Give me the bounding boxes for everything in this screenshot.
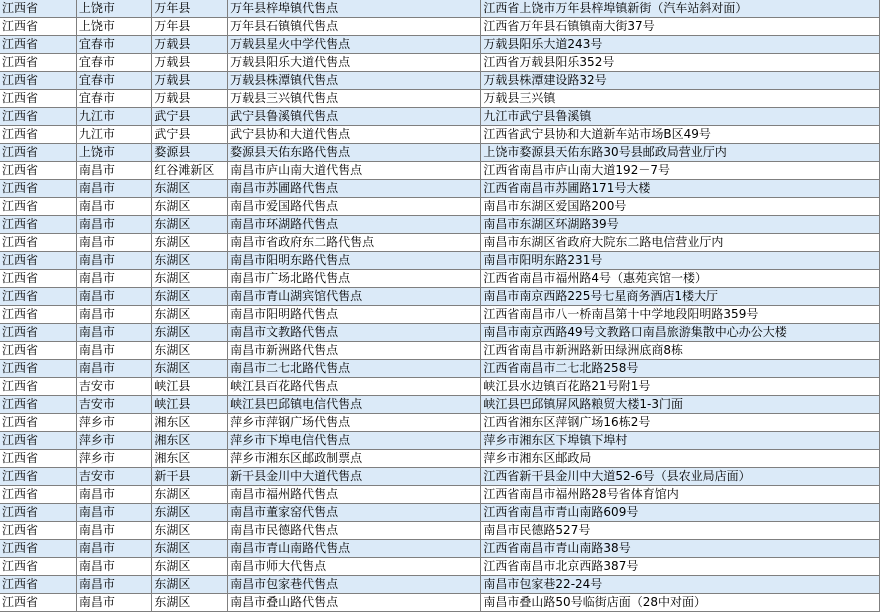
district-cell[interactable]: 东湖区 xyxy=(152,252,228,270)
table-row xyxy=(0,324,880,342)
address-cell[interactable]: 南昌市东湖区爱国路200号 xyxy=(481,198,880,216)
province-cell[interactable]: 江西省 xyxy=(0,270,76,288)
table-row xyxy=(0,558,880,576)
address-cell[interactable]: 江西省南昌市青山南路609号 xyxy=(481,504,880,522)
outlet-name-cell[interactable]: 南昌市青山湖宾馆代售点 xyxy=(228,288,481,306)
table-row xyxy=(0,198,880,216)
district-cell[interactable]: 东湖区 xyxy=(152,198,228,216)
address-cell[interactable]: 南昌市南京西路225号七星商务酒店1楼大厅 xyxy=(481,288,880,306)
table-row xyxy=(0,144,880,162)
district-cell[interactable]: 红谷滩新区 xyxy=(152,162,228,180)
district-cell[interactable]: 东湖区 xyxy=(152,360,228,378)
city-cell[interactable]: 萍乡市 xyxy=(76,432,151,450)
outlet-name-cell[interactable]: 峡江县巴邱镇电信代售点 xyxy=(228,396,481,414)
district-cell[interactable]: 湘东区 xyxy=(152,432,228,450)
table-row xyxy=(0,504,880,522)
address-cell[interactable]: 万载县三兴镇 xyxy=(481,90,880,108)
table-row xyxy=(0,306,880,324)
province-cell[interactable]: 江西省 xyxy=(0,558,76,576)
address-cell[interactable]: 江西省武宁县协和大道新车站市场B区49号 xyxy=(481,126,880,144)
province-cell[interactable]: 江西省 xyxy=(0,108,76,126)
district-cell[interactable]: 东湖区 xyxy=(152,342,228,360)
table-row xyxy=(0,360,880,378)
province-cell[interactable]: 江西省 xyxy=(0,198,76,216)
city-cell[interactable]: 南昌市 xyxy=(76,162,151,180)
province-cell[interactable]: 江西省 xyxy=(0,414,76,432)
city-cell[interactable]: 南昌市 xyxy=(76,486,151,504)
address-cell[interactable]: 南昌市南京西路49号文教路口南昌旅游集散中心办公大楼 xyxy=(481,324,880,342)
province-cell[interactable]: 江西省 xyxy=(0,540,76,558)
province-cell[interactable]: 江西省 xyxy=(0,306,76,324)
province-cell[interactable]: 江西省 xyxy=(0,54,76,72)
address-cell[interactable]: 江西省南昌市福州路4号（惠苑宾馆一楼） xyxy=(481,270,880,288)
table-row xyxy=(0,432,880,450)
city-cell[interactable]: 上饶市 xyxy=(76,144,151,162)
district-cell[interactable]: 东湖区 xyxy=(152,216,228,234)
outlet-name-cell[interactable]: 南昌市福州路代售点 xyxy=(228,486,481,504)
province-cell[interactable]: 江西省 xyxy=(0,576,76,594)
city-cell[interactable]: 南昌市 xyxy=(76,198,151,216)
outlet-name-cell[interactable]: 南昌市苏圃路代售点 xyxy=(228,180,481,198)
province-cell[interactable]: 江西省 xyxy=(0,594,76,612)
table-row xyxy=(0,54,880,72)
province-cell[interactable]: 江西省 xyxy=(0,72,76,90)
table-row xyxy=(0,36,880,54)
province-cell[interactable]: 江西省 xyxy=(0,450,76,468)
city-cell[interactable]: 南昌市 xyxy=(76,216,151,234)
address-cell[interactable]: 万载县株潭建设路32号 xyxy=(481,72,880,90)
city-cell[interactable]: 南昌市 xyxy=(76,324,151,342)
city-cell[interactable]: 宜春市 xyxy=(76,72,151,90)
province-cell[interactable]: 江西省 xyxy=(0,468,76,486)
province-cell[interactable]: 江西省 xyxy=(0,504,76,522)
district-cell[interactable]: 湘东区 xyxy=(152,414,228,432)
address-cell[interactable]: 上饶市婺源县天佑东路30号县邮政局营业厅内 xyxy=(481,144,880,162)
district-cell[interactable]: 东湖区 xyxy=(152,324,228,342)
district-cell[interactable]: 东湖区 xyxy=(152,522,228,540)
outlet-name-cell[interactable]: 萍乡市下埠电信代售点 xyxy=(228,432,481,450)
table-row xyxy=(0,270,880,288)
address-cell[interactable]: 萍乡市湘东区下埠镇下埠村 xyxy=(481,432,880,450)
city-cell[interactable]: 南昌市 xyxy=(76,342,151,360)
city-cell[interactable]: 宜春市 xyxy=(76,36,151,54)
district-cell[interactable]: 东湖区 xyxy=(152,504,228,522)
province-cell[interactable]: 江西省 xyxy=(0,18,76,36)
address-cell[interactable]: 江西省湘东区萍钢广场16栋2号 xyxy=(481,414,880,432)
table-row xyxy=(0,468,880,486)
address-cell[interactable]: 江西省南昌市青山南路38号 xyxy=(481,540,880,558)
city-cell[interactable]: 九江市 xyxy=(76,108,151,126)
province-cell[interactable]: 江西省 xyxy=(0,234,76,252)
district-cell[interactable]: 东湖区 xyxy=(152,558,228,576)
district-cell[interactable]: 武宁县 xyxy=(152,126,228,144)
district-cell[interactable]: 峡江县 xyxy=(152,378,228,396)
outlet-name-cell[interactable]: 南昌市新洲路代售点 xyxy=(228,342,481,360)
address-cell[interactable]: 峡江县巴邱镇屏风路粮贸大楼1-3门面 xyxy=(481,396,880,414)
district-cell[interactable]: 东湖区 xyxy=(152,540,228,558)
outlet-name-cell[interactable]: 南昌市省政府东二路代售点 xyxy=(228,234,481,252)
district-cell[interactable]: 东湖区 xyxy=(152,594,228,612)
city-cell[interactable]: 萍乡市 xyxy=(76,450,151,468)
outlet-name-cell[interactable]: 南昌市环湖路代售点 xyxy=(228,216,481,234)
address-cell[interactable]: 九江市武宁县鲁溪镇 xyxy=(481,108,880,126)
outlet-name-cell[interactable]: 南昌市文教路代售点 xyxy=(228,324,481,342)
district-cell[interactable]: 武宁县 xyxy=(152,108,228,126)
city-cell[interactable]: 南昌市 xyxy=(76,576,151,594)
address-cell[interactable]: 江西省万年县石镇镇南大街37号 xyxy=(481,18,880,36)
city-cell[interactable]: 九江市 xyxy=(76,126,151,144)
address-cell[interactable]: 江西省上饶市万年县梓埠镇新街（汽车站斜对面） xyxy=(481,0,880,18)
outlet-name-cell[interactable]: 南昌市庐山南大道代售点 xyxy=(228,162,481,180)
district-cell[interactable]: 万年县 xyxy=(152,18,228,36)
outlet-name-cell[interactable]: 万年县梓埠镇代售点 xyxy=(228,0,481,18)
table-row xyxy=(0,288,880,306)
table-row xyxy=(0,396,880,414)
address-cell[interactable]: 南昌市东湖区环湖路39号 xyxy=(481,216,880,234)
address-cell[interactable]: 萍乡市湘东区邮政局 xyxy=(481,450,880,468)
district-cell[interactable]: 东湖区 xyxy=(152,270,228,288)
province-cell[interactable]: 江西省 xyxy=(0,180,76,198)
table-row xyxy=(0,126,880,144)
address-cell[interactable]: 南昌市叠山路50号临街店面（28中对面） xyxy=(481,594,880,612)
table-row xyxy=(0,594,880,612)
city-cell[interactable]: 宜春市 xyxy=(76,54,151,72)
outlet-name-cell[interactable]: 万载县阳乐大道代售点 xyxy=(228,54,481,72)
city-cell[interactable]: 南昌市 xyxy=(76,270,151,288)
province-cell[interactable]: 江西省 xyxy=(0,432,76,450)
address-cell[interactable]: 南昌市东湖区省政府大院东二路电信营业厅内 xyxy=(481,234,880,252)
district-cell[interactable]: 婺源县 xyxy=(152,144,228,162)
address-cell[interactable]: 万载县阳乐大道243号 xyxy=(481,36,880,54)
address-cell[interactable]: 南昌市民德路527号 xyxy=(481,522,880,540)
table-row xyxy=(0,90,880,108)
address-cell[interactable]: 峡江县水边镇百花路21号附1号 xyxy=(481,378,880,396)
outlet-name-cell[interactable]: 万载县株潭镇代售点 xyxy=(228,72,481,90)
city-cell[interactable]: 宜春市 xyxy=(76,90,151,108)
district-cell[interactable]: 万载县 xyxy=(152,90,228,108)
district-cell[interactable]: 东湖区 xyxy=(152,576,228,594)
outlet-name-cell[interactable]: 南昌市阳明东路代售点 xyxy=(228,252,481,270)
province-cell[interactable]: 江西省 xyxy=(0,342,76,360)
province-cell[interactable]: 江西省 xyxy=(0,36,76,54)
province-cell[interactable]: 江西省 xyxy=(0,216,76,234)
city-cell[interactable]: 吉安市 xyxy=(76,396,151,414)
table-row xyxy=(0,216,880,234)
address-cell[interactable]: 江西省南昌市二七北路258号 xyxy=(481,360,880,378)
address-cell[interactable]: 江西省新干县金川中大道52-6号（县农业局店面） xyxy=(481,468,880,486)
province-cell[interactable]: 江西省 xyxy=(0,378,76,396)
table-row xyxy=(0,0,880,18)
outlet-name-cell[interactable]: 南昌市董家窑代售点 xyxy=(228,504,481,522)
outlet-name-cell[interactable]: 南昌市二七北路代售点 xyxy=(228,360,481,378)
outlet-name-cell[interactable]: 新干县金川中大道代售点 xyxy=(228,468,481,486)
table-row xyxy=(0,234,880,252)
district-cell[interactable]: 东湖区 xyxy=(152,486,228,504)
table-row xyxy=(0,180,880,198)
city-cell[interactable]: 南昌市 xyxy=(76,522,151,540)
district-cell[interactable]: 新干县 xyxy=(152,468,228,486)
city-cell[interactable]: 萍乡市 xyxy=(76,414,151,432)
outlet-name-cell[interactable]: 南昌市爱国路代售点 xyxy=(228,198,481,216)
district-cell[interactable]: 万年县 xyxy=(152,0,228,18)
address-cell[interactable]: 江西省南昌市北京西路387号 xyxy=(481,558,880,576)
address-cell[interactable]: 江西省南昌市八一桥南昌第十中学地段阳明路359号 xyxy=(481,306,880,324)
address-cell[interactable]: 南昌市包家巷22-24号 xyxy=(481,576,880,594)
district-cell[interactable]: 峡江县 xyxy=(152,396,228,414)
province-cell[interactable]: 江西省 xyxy=(0,126,76,144)
district-cell[interactable]: 东湖区 xyxy=(152,288,228,306)
address-cell[interactable]: 江西省南昌市庐山南大道192－7号 xyxy=(481,162,880,180)
district-cell[interactable]: 东湖区 xyxy=(152,180,228,198)
province-cell[interactable]: 江西省 xyxy=(0,360,76,378)
address-cell[interactable]: 江西省南昌市福州路28号省体育馆内 xyxy=(481,486,880,504)
district-cell[interactable]: 东湖区 xyxy=(152,234,228,252)
address-cell[interactable]: 江西省万载县阳乐352号 xyxy=(481,54,880,72)
city-cell[interactable]: 吉安市 xyxy=(76,378,151,396)
outlet-name-cell[interactable]: 南昌市包家巷代售点 xyxy=(228,576,481,594)
outlet-name-cell[interactable]: 南昌市民德路代售点 xyxy=(228,522,481,540)
outlet-name-cell[interactable]: 萍乡市萍钢广场代售点 xyxy=(228,414,481,432)
city-cell[interactable]: 南昌市 xyxy=(76,540,151,558)
outlet-name-cell[interactable]: 萍乡市湘东区邮政制票点 xyxy=(228,450,481,468)
province-cell[interactable]: 江西省 xyxy=(0,324,76,342)
outlet-name-cell[interactable]: 武宁县鲁溪镇代售点 xyxy=(228,108,481,126)
city-cell[interactable]: 南昌市 xyxy=(76,234,151,252)
address-cell[interactable]: 南昌市阳明东路231号 xyxy=(481,252,880,270)
outlet-name-cell[interactable]: 万载县星火中学代售点 xyxy=(228,36,481,54)
province-cell[interactable]: 江西省 xyxy=(0,486,76,504)
table-row xyxy=(0,162,880,180)
outlet-name-cell[interactable]: 峡江县百花路代售点 xyxy=(228,378,481,396)
province-cell[interactable]: 江西省 xyxy=(0,252,76,270)
address-cell[interactable]: 江西省南昌市苏圃路171号大楼 xyxy=(481,180,880,198)
table-row xyxy=(0,18,880,36)
city-cell[interactable]: 上饶市 xyxy=(76,18,151,36)
outlet-name-cell[interactable]: 万载县三兴镇代售点 xyxy=(228,90,481,108)
table-row xyxy=(0,414,880,432)
table-row xyxy=(0,378,880,396)
city-cell[interactable]: 南昌市 xyxy=(76,288,151,306)
city-cell[interactable]: 南昌市 xyxy=(76,504,151,522)
table-row xyxy=(0,252,880,270)
province-cell[interactable]: 江西省 xyxy=(0,288,76,306)
table-row xyxy=(0,108,880,126)
table-row xyxy=(0,576,880,594)
outlet-name-cell[interactable]: 南昌市阳明路代售点 xyxy=(228,306,481,324)
city-cell[interactable]: 南昌市 xyxy=(76,594,151,612)
outlet-name-cell[interactable]: 南昌市青山南路代售点 xyxy=(228,540,481,558)
city-cell[interactable]: 上饶市 xyxy=(76,0,151,18)
outlet-name-cell[interactable]: 武宁县协和大道代售点 xyxy=(228,126,481,144)
table-row xyxy=(0,450,880,468)
province-cell[interactable]: 江西省 xyxy=(0,90,76,108)
table-row xyxy=(0,72,880,90)
province-cell[interactable]: 江西省 xyxy=(0,162,76,180)
province-cell[interactable]: 江西省 xyxy=(0,0,76,18)
city-cell[interactable]: 南昌市 xyxy=(76,360,151,378)
city-cell[interactable]: 南昌市 xyxy=(76,306,151,324)
district-cell[interactable]: 湘东区 xyxy=(152,450,228,468)
city-cell[interactable]: 南昌市 xyxy=(76,252,151,270)
district-cell[interactable]: 万载县 xyxy=(152,72,228,90)
city-cell[interactable]: 南昌市 xyxy=(76,558,151,576)
table-row xyxy=(0,486,880,504)
address-cell[interactable]: 江西省南昌市新洲路新田绿洲底商8栋 xyxy=(481,342,880,360)
province-cell[interactable]: 江西省 xyxy=(0,144,76,162)
outlet-name-cell[interactable]: 万年县石镇镇代售点 xyxy=(228,18,481,36)
district-cell[interactable]: 东湖区 xyxy=(152,306,228,324)
outlet-name-cell[interactable]: 南昌市广场北路代售点 xyxy=(228,270,481,288)
city-cell[interactable]: 吉安市 xyxy=(76,468,151,486)
table-row xyxy=(0,522,880,540)
district-cell[interactable]: 万载县 xyxy=(152,54,228,72)
province-cell[interactable]: 江西省 xyxy=(0,522,76,540)
district-cell[interactable]: 万载县 xyxy=(152,36,228,54)
table-row xyxy=(0,342,880,360)
province-cell[interactable]: 江西省 xyxy=(0,396,76,414)
outlet-name-cell[interactable]: 南昌市叠山路代售点 xyxy=(228,594,481,612)
outlet-name-cell[interactable]: 婺源县天佑东路代售点 xyxy=(228,144,481,162)
outlet-name-cell[interactable]: 南昌市师大代售点 xyxy=(228,558,481,576)
city-cell[interactable]: 南昌市 xyxy=(76,180,151,198)
table-row xyxy=(0,540,880,558)
